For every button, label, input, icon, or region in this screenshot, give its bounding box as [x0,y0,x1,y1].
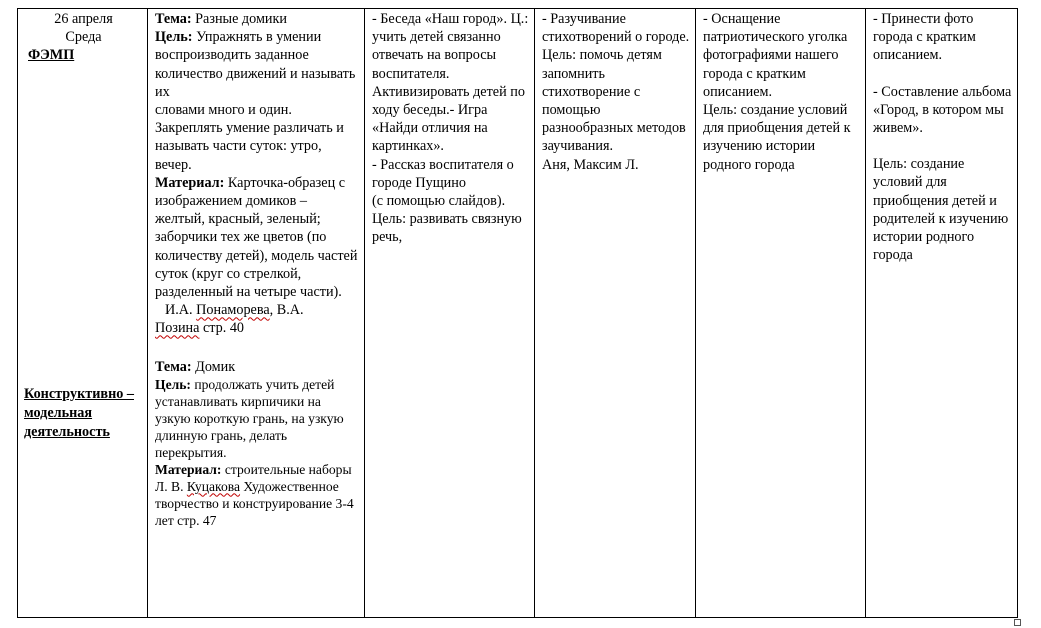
spacer [873,65,1012,83]
poems-goal-text: Цель: помочь детям запомнить стихотворение с помощью разнообразных методов заучивания. [542,47,686,155]
photo-text: - Принести фото города с кратким описанием. [873,11,976,64]
theme-label: Тема: [155,11,192,27]
material-line-2 [155,461,359,478]
poems-cell [535,9,696,618]
material-text: Карточка-образец с изображением домиков – желтый, красный, зеленый; заборчики тех же цветов (по количеству детей), модель частей суток (круг со стрелкой, разделенный на четыре части). [155,174,358,301]
lesson-plan-table [17,8,1018,618]
construction-block [155,358,359,529]
album-text: - Составление альбома «Город, в котором мы живем». [873,83,1012,137]
book-title: Художественное творчество и конструирование 3-4 лет стр. 47 [155,478,354,528]
subject-fems: ФЭМП [28,47,75,64]
slides-text: (с помощью слайдов). [372,193,506,210]
author-surname-1: Понаморева [196,302,270,319]
table-resize-handle[interactable] [1014,619,1021,626]
goal-text-3: Закреплять умение различать и называть части суток: утро, вечер. [155,120,344,173]
parents-goal-text: Цель: создание условий для приобщения детей и родителей к изучению истории родного города [873,156,1009,264]
spacer [25,65,142,385]
author-line-1 [155,301,359,319]
spacer [155,338,359,358]
book-author: Куцакова [186,478,241,494]
conversation-text: - Беседа «Наш город». Ц.: учить детей связанно отвечать на вопросы воспитателя. Активизировать детей по ходу беседы.- Игра «Найди отличия на картинках». [372,11,529,155]
material-line-1 [155,174,359,301]
author-initials: И.А. [165,302,197,319]
goal-label-2: Цель: [155,376,191,392]
author-page: стр. 40 [199,320,245,337]
author-initials-2: , В.А. [269,302,304,319]
book-initials: Л. В. [155,478,187,494]
speech-goal-text: Цель: развивать связную речь, [372,211,522,246]
conversation-cell [365,9,535,618]
material-label: Материал: [155,174,225,191]
theme-text-2: Домик [191,358,236,375]
date-cell [18,9,148,618]
goal-line-1 [155,28,359,101]
date-text: 26 апреля [54,11,113,27]
material-label-2: Материал: [155,461,222,477]
spacer [873,137,1012,155]
goal-text: Упражнять в умении воспроизводить заданное количество движений и называть их [155,29,356,100]
author-line-2 [155,319,359,337]
corner-text: - Оснащение патриотического уголка фотографиями нашего города с кратким описанием. [703,11,848,100]
theme-line-1 [155,10,359,28]
corner-goal-text: Цель: создание условий для приобщения детей к изучению истории родного города [703,102,851,173]
table-row [18,9,1018,618]
book-reference [155,478,359,529]
poems-text: - Разучивание стихотворений о городе. [542,11,690,46]
subject-construction: Конструктивно – модельная деятельность [24,385,134,440]
author-surname-2: Позина [155,320,200,337]
goal-label: Цель: [155,29,193,46]
goal-text-b2: продолжать учить детей устанавливать кирпичики на узкую короткую грань, на узкую длинную грань, делать перекрытия. [155,376,344,460]
story-text: - Рассказ воспитателя о городе Пущино [372,156,514,191]
theme-line-2 [155,358,359,376]
children-names: Аня, Максим Л. [542,156,639,173]
activity-cell [148,9,365,618]
weekday-text: Среда [65,29,102,46]
goal-line-2 [155,376,359,461]
theme-text: Разные домики [191,11,288,27]
parents-cell [866,9,1018,618]
theme-label-2: Тема: [155,358,192,375]
goal-text-2: словами много и один. [155,102,292,119]
material-text-2: строительные наборы [221,461,352,477]
environment-cell [696,9,866,618]
